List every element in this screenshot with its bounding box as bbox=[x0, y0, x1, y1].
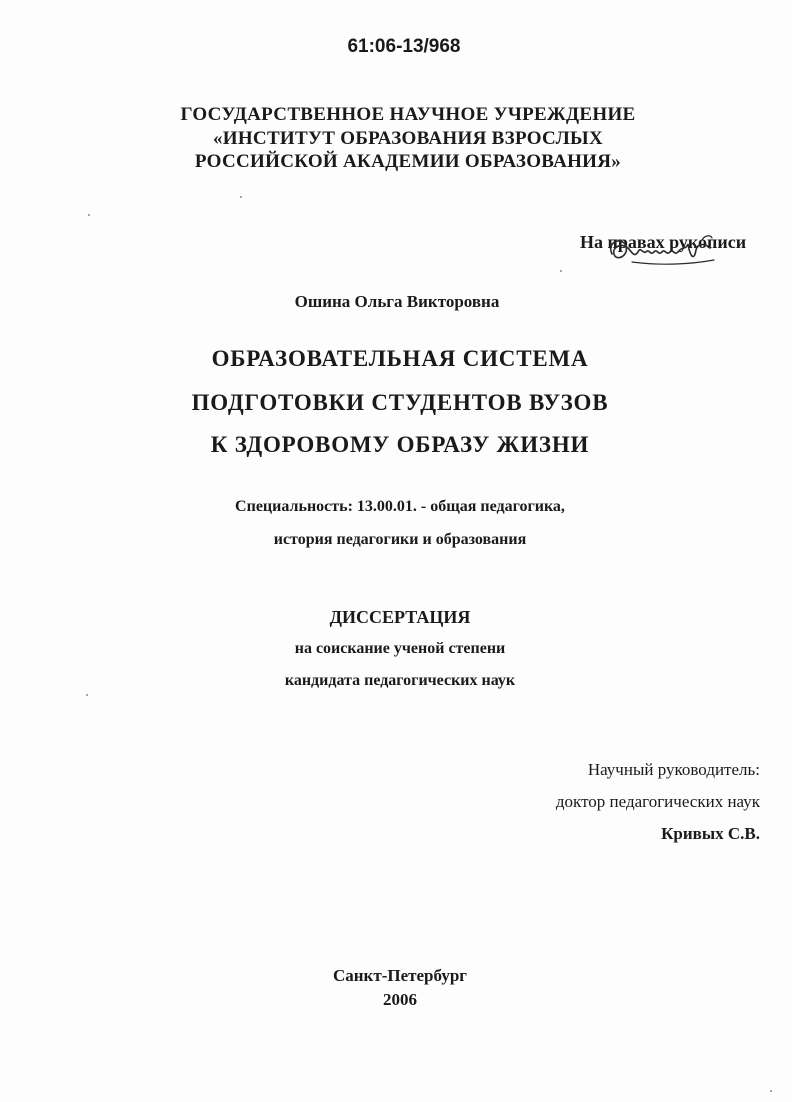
scan-speck bbox=[240, 196, 242, 198]
specialty-line-2: история педагогики и образования bbox=[273, 531, 527, 548]
handwritten-signature bbox=[602, 232, 722, 272]
degree-line-2: кандидата педагогических наук bbox=[284, 672, 516, 689]
institution-line-2: «ИНСТИТУТ ОБРАЗОВАНИЯ ВЗРОСЛЫХ bbox=[212, 128, 604, 149]
thesis-title-line-3: К ЗДОРОВОМУ ОБРАЗУ ЖИЗНИ bbox=[210, 432, 590, 457]
author-name: Ошина Ольга Викторовна bbox=[294, 292, 500, 311]
institution-line-1: ГОСУДАРСТВЕННОЕ НАУЧНОЕ УЧРЕЖДЕНИЕ bbox=[180, 104, 636, 125]
thesis-title-line-2: ПОДГОТОВКИ СТУДЕНТОВ ВУЗОВ bbox=[191, 390, 609, 415]
manuscript-note: На правах рукописи bbox=[580, 232, 747, 252]
specialty-line-1: Специальность: 13.00.01. - общая педагогика, bbox=[235, 498, 565, 515]
thesis-title-line-1: ОБРАЗОВАТЕЛЬНАЯ СИСТЕМА bbox=[211, 346, 589, 371]
city: Санкт-Петербург bbox=[332, 966, 468, 985]
supervisor-degree: доктор педагогических наук bbox=[555, 792, 760, 811]
degree-line-1: на соискание ученой степени bbox=[294, 640, 506, 657]
scan-speck bbox=[560, 270, 562, 272]
scan-speck bbox=[88, 214, 90, 216]
scan-speck bbox=[86, 694, 88, 696]
year: 2006 bbox=[383, 990, 417, 1009]
supervisor-label: Научный руководитель: bbox=[587, 760, 760, 779]
institution-line-3: РОССИЙСКОЙ АКАДЕМИИ ОБРАЗОВАНИЯ» bbox=[194, 151, 622, 172]
supervisor-name: Кривых С.В. bbox=[661, 824, 760, 843]
scan-speck bbox=[770, 1090, 772, 1092]
dissertation-heading: ДИССЕРТАЦИЯ bbox=[329, 607, 471, 627]
archive-code: 61:06-13/968 bbox=[347, 36, 461, 57]
